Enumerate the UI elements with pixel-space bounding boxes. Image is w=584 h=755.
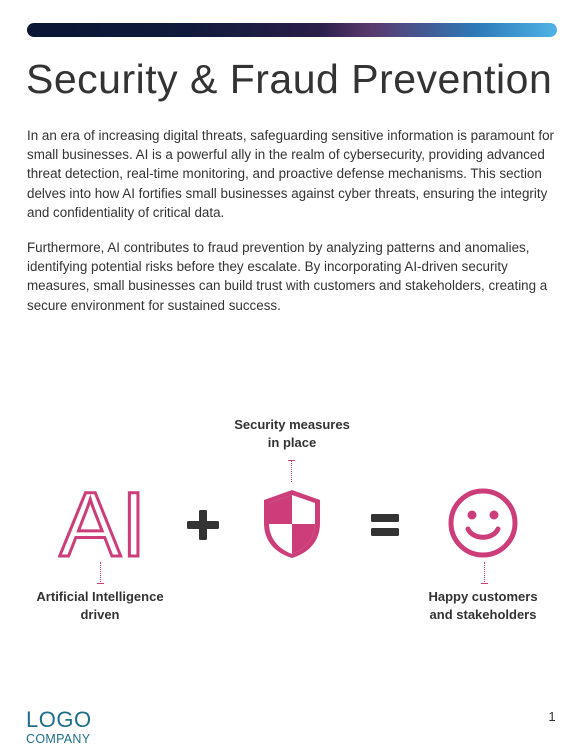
equals-icon	[371, 514, 399, 536]
plus-icon	[187, 510, 219, 540]
ai-label-line-2: driven	[80, 607, 120, 622]
happy-connector	[484, 562, 485, 584]
security-measures-label	[212, 416, 372, 452]
ai-label	[20, 588, 180, 624]
page-number: 1	[548, 709, 556, 724]
smiley-icon	[447, 487, 519, 559]
intro-paragraph: In an era of increasing digital threats, safeguarding sensitive information is paramount for small businesses. AI is a powerful ally in the realm of cybersecurity, providing advanced threat detection, real-time monitoring, and proactive defense mechanisms. This section delves into how AI fortifies small businesses against cyber threats, ensuring the integrity and confidentiality of critical data.	[27, 128, 554, 220]
page-title: Security & Fraud Prevention	[26, 56, 553, 102]
logo-main-text: LOGO	[26, 707, 92, 732]
company-logo	[26, 708, 92, 746]
happy-label	[403, 588, 563, 624]
happy-label-line-2: and stakeholders	[429, 607, 537, 622]
header-gradient-bar	[27, 23, 557, 37]
ai-label-line-1: Artificial Intelligence	[36, 589, 164, 604]
logo-sub-text: COMPANY	[26, 732, 91, 746]
security-connector	[291, 460, 292, 482]
ai-icon-text: AI	[59, 484, 147, 560]
security-label-line-1: Security measures	[234, 417, 350, 432]
happy-label-line-1: Happy customers	[428, 589, 538, 604]
ai-connector	[100, 562, 101, 584]
shield-icon	[262, 489, 322, 559]
security-label-line-2: in place	[267, 435, 317, 450]
ai-icon	[58, 484, 148, 560]
fraud-paragraph: Furthermore, AI contributes to fraud prevention by analyzing patterns and anomalies, identifying potential risks before they escalate. By incorporating AI-driven security measures, small businesses can build trust with customers and stakeholders, creating a secure environment for sustained success.	[27, 240, 548, 313]
